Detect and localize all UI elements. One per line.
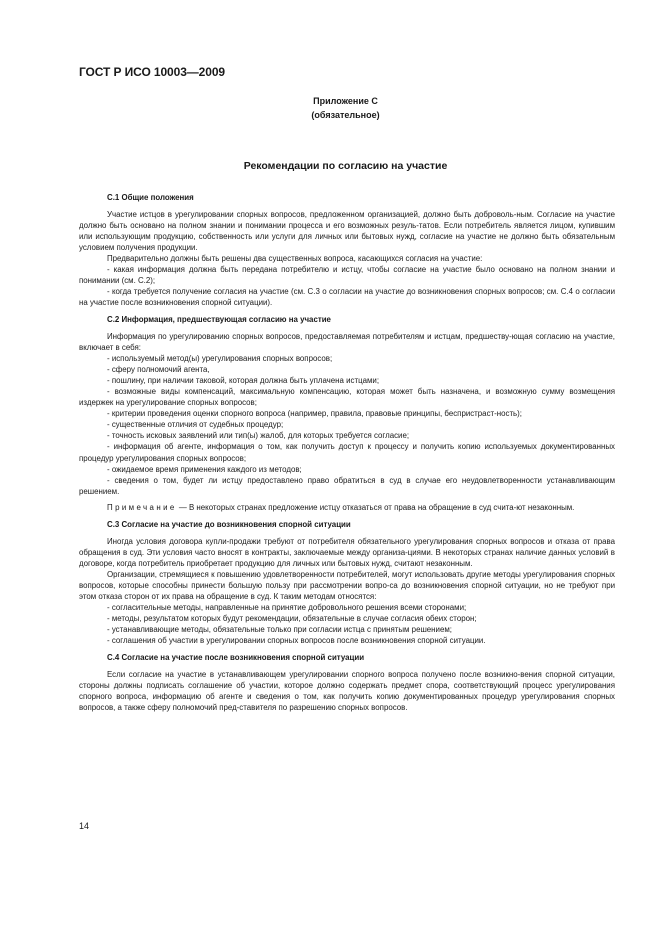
paragraph: Иногда условия договора купли-продажи требуют от потребителя обязательного урегулирования спорных вопросов и отказа от права обращения в суд. Эти условия часто вносят в контракты, заключаемые между организа-циями. В некоторых странах наличие данных условий в договоре, когда потребитель приобретает продукцию для личных или бытовых нужд, считают незаконным. <box>79 536 615 568</box>
list-item: - согласительные методы, направленные на принятие добровольного решения всеми сторонами; <box>107 603 467 613</box>
list-item: - используемый метод(ы) урегулирования спорных вопросов; <box>107 353 333 363</box>
list-item: - точность исковых заявлений или тип(ы) жалоб, для которых требуется согласие; <box>107 431 410 441</box>
list-item: - пошлину, при наличии таковой, которая должна быть уплачена истцами; <box>107 375 380 385</box>
document-body <box>79 192 615 713</box>
note-text: — В некоторых странах предложение истцу отказаться от права на обращение в суд счита-ют незаконным. <box>176 503 575 513</box>
list-item: - сферу полномочий агента, <box>107 364 210 374</box>
annex-title: Рекомендации по согласию на участие <box>243 160 448 172</box>
list-item: - какая информация должна быть передана потребителю и истцу, чтобы согласие на участие было основано на полном знании и понимании (см. С.2); <box>79 265 615 286</box>
note-label: Примечание <box>107 503 177 513</box>
list-item: - устанавливающие методы, обязательные только при согласии истца с принятым решением; <box>107 625 452 635</box>
annex-status: (обязательное) <box>311 110 380 120</box>
list-item: - сведения о том, будет ли истцу предоставлено право обратиться в суд в случае его неудовлетворенности устанавливающим решением. <box>79 475 615 496</box>
list-item: - критерии проведения оценки спорного вопроса (например, правила, правовые принципы, беспристраст-ность); <box>107 409 522 419</box>
paragraph: Участие истцов в урегулировании спорных вопросов, предложенном организацией, должно быть доброволь-ным. Согласие на участие должно быть основано на полном знании и понимании процесса и его возможных резуль-татов. Если потребитель является лицом, купившим или использующим продукцию, собственность или услуги для личных или бытовых нужд, согласие на участие не должно быть обязательным условием получения продукции. <box>79 209 615 252</box>
standard-header: ГОСТ Р ИСО 10003—2009 <box>79 65 225 79</box>
page-number: 14 <box>79 821 90 831</box>
paragraph: Информация по урегулированию спорных вопросов, предоставляемая потребителям и истцам, предшеству-ющая согласию на участие, включает в себя: <box>79 331 615 352</box>
annex-label: Приложение С <box>313 96 378 106</box>
list-item: - когда требуется получение согласия на участие (см. С.3 о согласии на участие до возникновения спорных вопросов; см. С.4 о согласии на участие после возникновения спорной ситуации). <box>79 287 615 308</box>
list-item: - соглашения об участии в урегулировании спорных вопросов после возникновения спорной ситуации. <box>107 636 486 646</box>
section-heading-c3: С.3 Согласие на участие до возникновения спорной ситуации <box>107 520 351 530</box>
section-heading-c2: С.2 Информация, предшествующая согласию на участие <box>107 314 331 324</box>
section-heading-c1: С.1 Общие положения <box>107 193 194 202</box>
list-item: - ожидаемое время применения каждого из методов; <box>107 464 302 474</box>
list-item: - существенные отличия от судебных процедур; <box>107 420 284 430</box>
paragraph: Предварительно должны быть решены два существенных вопроса, касающихся согласия на участие: <box>107 253 483 263</box>
note <box>79 502 615 513</box>
list-item: - возможные виды компенсаций, максимальную компенсацию, которая может быть назначена, и возможную сумму возмещения издержек на урегулирование спорных вопросов; <box>79 387 615 408</box>
section-heading-c4: С.4 Согласие на участие после возникновения спорной ситуации <box>107 653 365 663</box>
list-item: - информация об агенте, информация о том, как получить доступ к процессу и получить копию используемых документированных процедур урегулирования спорных вопросов; <box>79 442 615 463</box>
paragraph: Если согласие на участие в устанавливающем урегулировании спорного вопроса получено после возникно-вения спорной ситуации, стороны должны подписать соглашение об участии, которое должно содержать предмет спора, соответствующий процесс урегулирования спорного вопроса, информацию об агенте и сведения о том, как получить копию документированных процедур урегулирования спорных вопросов, а также сферу полномочий пред-ставителя по разрешению спорных вопросов. <box>79 669 615 712</box>
list-item: - методы, результатом которых будут рекомендации, обязательные в случае согласия обеих сторон; <box>107 614 477 624</box>
paragraph: Организации, стремящиеся к повышению удовлетворенности потребителей, могут использовать другие методы урегулирования спорных вопросов, которые способны принести большую пользу при рассмотрении вопро-са до возникновения спорной ситуации, но не требуют при этом отказа сторон от их права на обращение в суд. К таким методам относятся: <box>79 569 615 602</box>
